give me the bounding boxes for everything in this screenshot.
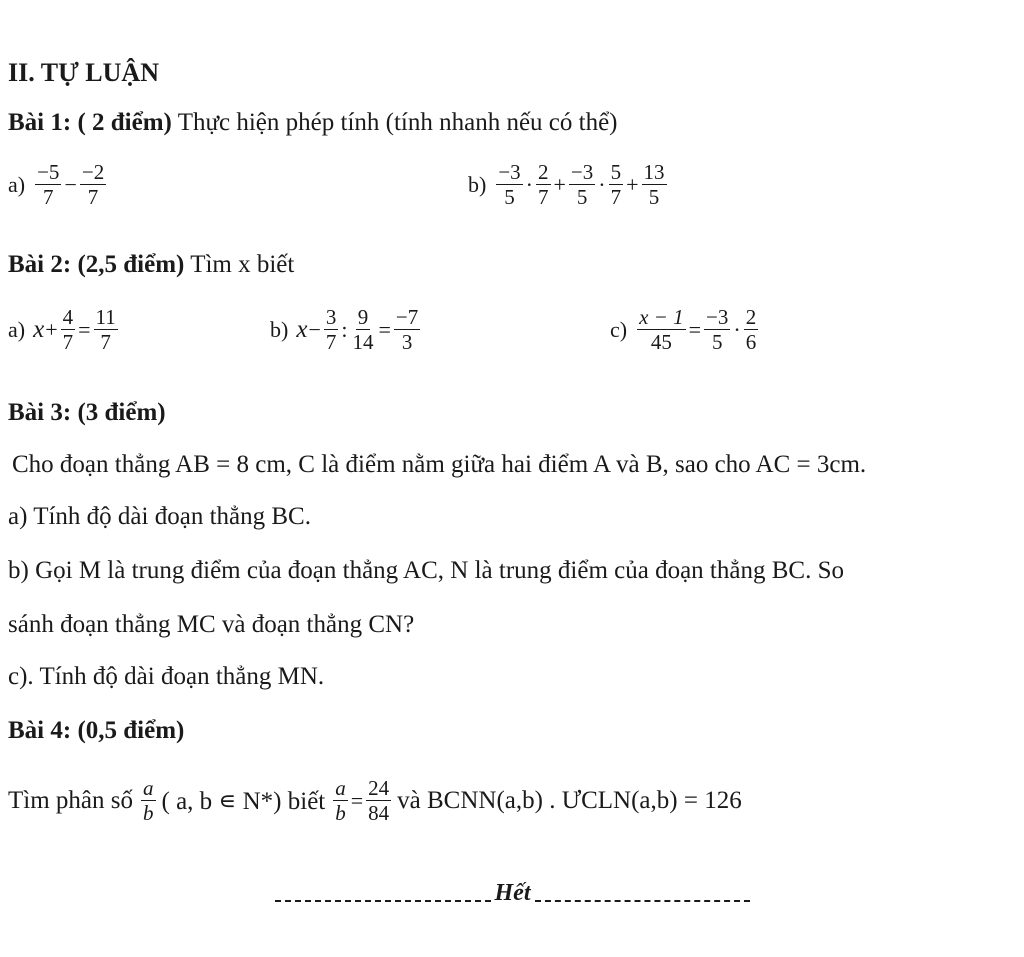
fraction: $\frac{-3}{5}$ (706, 305, 729, 354)
bai3-c: c). Tính độ dài đoạn thẳng MN. (8, 663, 325, 690)
operator: = (78, 316, 91, 342)
operator: − (308, 316, 321, 342)
divider (275, 900, 491, 902)
fraction: $\frac{-7}{3}$ (395, 305, 419, 354)
variable-x: x (33, 315, 45, 343)
fraction: $\frac{3}{7}$ (325, 305, 337, 354)
operator: + (626, 171, 639, 197)
fraction: $\frac{9}{14}$ (352, 305, 374, 354)
bai3-intro: Cho đoạn thẳng AB = 8 cm, C là điểm nằm giữa hai điểm A và B, sao cho AC = 3cm. (12, 451, 867, 478)
fraction: $\frac{a}{b}$ (143, 776, 154, 825)
bai4-text-3: và BCNN(a,b) . ƯCLN(a,b) = 126 (397, 786, 742, 814)
bai2-a (8, 305, 120, 354)
bai2-b-label: b) (270, 316, 289, 342)
operator: + (45, 316, 58, 342)
fraction: $\frac{11}{7}$ (95, 305, 116, 354)
operator: : (341, 316, 348, 342)
bai1-line (8, 108, 618, 138)
bai2-c-label: c) (610, 316, 628, 342)
fraction: $\frac{13}{5}$ (643, 160, 665, 209)
operator: = (350, 787, 364, 813)
bai2-a-label: a) (8, 316, 26, 342)
operator: − (64, 171, 77, 197)
footer-end-marker (275, 880, 750, 907)
bai3-a: a) Tính độ dài đoạn thẳng BC. (8, 503, 311, 530)
fraction: $\frac{a}{b}$ (335, 776, 346, 825)
operator: · (598, 171, 606, 197)
fraction: $\frac{x - 1}{45}$ (639, 305, 684, 354)
section-title: II. TỰ LUẬN (8, 58, 159, 87)
bai3-heading: Bài 3: (3 điểm) (8, 399, 166, 426)
bai2-line (8, 250, 294, 280)
bai4-text-2: ( a, b ∊ N*) biết (161, 787, 326, 815)
operator: = (378, 316, 391, 342)
bai4-body (8, 776, 742, 825)
bai4-heading: Bài 4: (0,5 điểm) (8, 717, 185, 744)
bai1-b (468, 160, 669, 209)
bai1-b-label: b) (468, 171, 487, 197)
operator: + (553, 171, 566, 197)
divider (535, 900, 751, 902)
bai1-a (8, 160, 108, 209)
operator: = (688, 316, 702, 342)
fraction: $\frac{2}{7}$ (538, 160, 549, 209)
bai4-text-1: Tìm phân số (8, 786, 133, 814)
bai2-c (610, 305, 760, 354)
fraction: $\frac{4}{7}$ (62, 305, 74, 354)
operator: · (733, 316, 741, 342)
fraction: $\frac{-2}{7}$ (81, 160, 105, 209)
footer-text: Hết (494, 880, 531, 906)
fraction: $\frac{-5}{7}$ (37, 160, 60, 209)
variable-x: x (296, 315, 308, 343)
bai1-heading: Bài 1: ( 2 điểm) (8, 109, 172, 136)
fraction: $\frac{24}{84}$ (368, 776, 390, 825)
fraction: $\frac{5}{7}$ (610, 160, 622, 209)
bai2-b (270, 305, 422, 354)
operator: · (525, 171, 533, 197)
bai2-heading: Bài 2: (2,5 điểm) (8, 251, 185, 278)
bai1-instruction: Thực hiện phép tính (tính nhanh nếu có thể) (177, 109, 618, 136)
fraction: $\frac{-3}{5}$ (570, 160, 594, 209)
bai3-b-line2: sánh đoạn thẳng MC và đoạn thẳng CN? (8, 611, 415, 638)
bai1-a-label: a) (8, 171, 26, 197)
fraction: $\frac{-3}{5}$ (498, 160, 521, 209)
bai3-b-line1: b) Gọi M là trung điểm của đoạn thẳng AC, N là trung điểm của đoạn thẳng BC. So (8, 557, 844, 584)
fraction: $\frac{2}{6}$ (745, 305, 757, 354)
bai2-instruction: Tìm x biết (190, 251, 295, 278)
